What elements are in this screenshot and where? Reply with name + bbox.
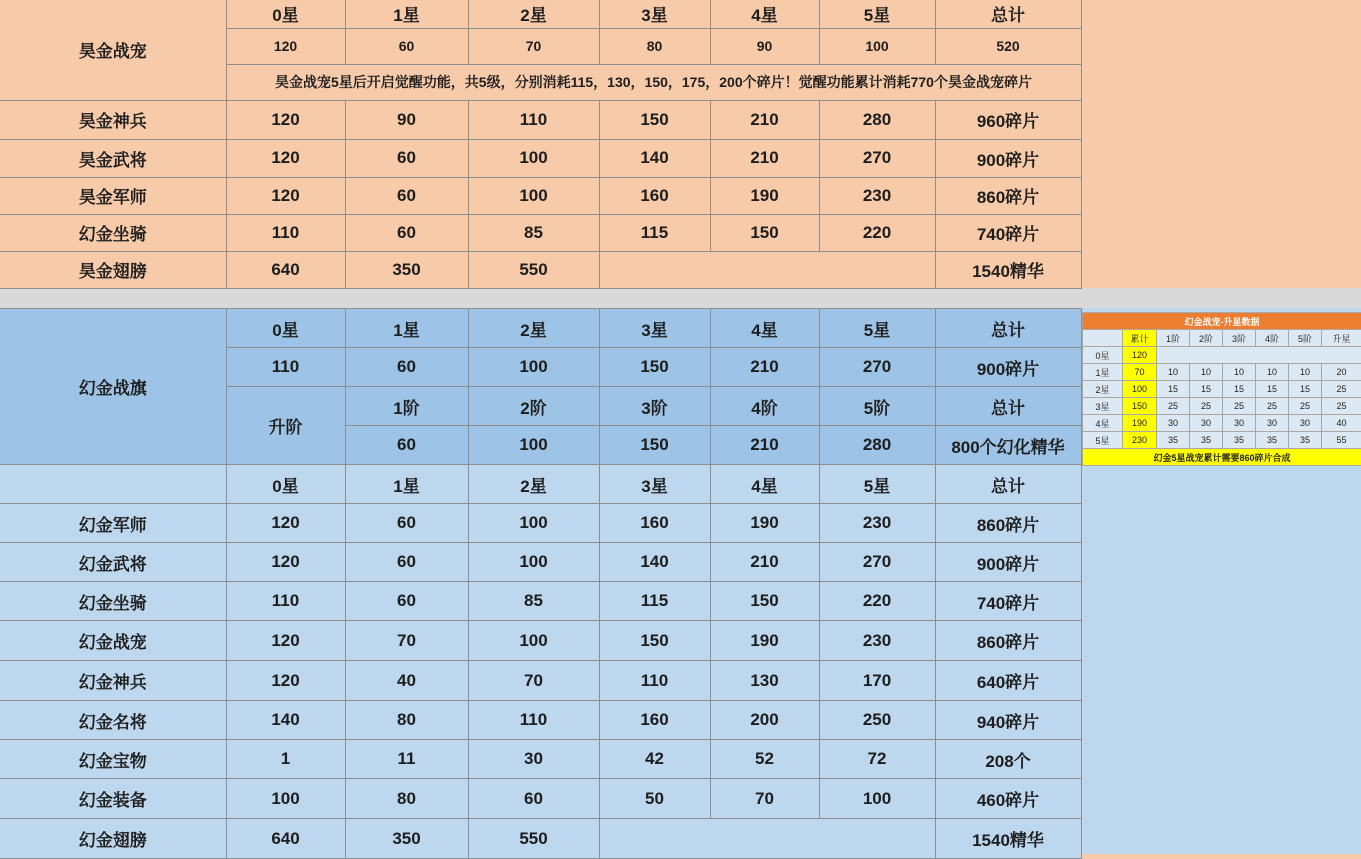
col-header: 4星 bbox=[710, 465, 819, 504]
cell: 800个幻化精华 bbox=[935, 426, 1081, 465]
mini-cell: 30 bbox=[1289, 415, 1322, 432]
row-name: 幻金坐骑 bbox=[0, 582, 226, 621]
cell: 900碎片 bbox=[935, 543, 1081, 582]
cell: 110 bbox=[226, 214, 345, 251]
row-name: 幻金武将 bbox=[0, 543, 226, 582]
mini-cell: 25 bbox=[1322, 381, 1361, 398]
cell: 900碎片 bbox=[935, 139, 1081, 177]
cell: 90 bbox=[345, 100, 468, 139]
row-name: 幻金神兵 bbox=[0, 661, 226, 701]
mini-cell: 10 bbox=[1190, 364, 1223, 381]
mini-cell: 0星 bbox=[1083, 347, 1123, 364]
cell: 740碎片 bbox=[935, 582, 1081, 621]
mini-cell: 190 bbox=[1123, 415, 1157, 432]
cell: 350 bbox=[345, 251, 468, 288]
col-header: 2星 bbox=[468, 0, 599, 28]
row-name: 幻金宝物 bbox=[0, 740, 226, 779]
col-header: 2阶 bbox=[468, 387, 599, 426]
cell: 210 bbox=[710, 139, 819, 177]
mini-star-table bbox=[1082, 312, 1361, 466]
col-header: 2星 bbox=[468, 465, 599, 504]
row-name: 昊金军师 bbox=[0, 177, 226, 214]
cell: 640 bbox=[226, 251, 345, 288]
mini-cell: 70 bbox=[1123, 364, 1157, 381]
mini-cell: 10 bbox=[1289, 364, 1322, 381]
cell: 550 bbox=[468, 251, 599, 288]
cell: 1540精华 bbox=[935, 251, 1081, 288]
cell: 70 bbox=[345, 621, 468, 661]
cell: 140 bbox=[599, 543, 710, 582]
col-header: 3星 bbox=[599, 0, 710, 28]
section-flag bbox=[0, 308, 1082, 465]
mini-cell: 10 bbox=[1223, 364, 1256, 381]
right-blank-peach bbox=[1081, 0, 1361, 288]
cell: 230 bbox=[819, 621, 935, 661]
awakening-note: 昊金战宠5星后开启觉醒功能，共5级，分别消耗115，130，150，175，200个碎片！觉醒功能累计消耗770个昊金战宠碎片 bbox=[226, 64, 1081, 100]
mini-header: 1阶 bbox=[1157, 330, 1190, 347]
cell: 100 bbox=[468, 139, 599, 177]
mini-cell: 35 bbox=[1289, 432, 1322, 449]
cell: 550 bbox=[468, 819, 599, 859]
cell: 208个 bbox=[935, 740, 1081, 779]
mini-cell: 25 bbox=[1190, 398, 1223, 415]
col-header: 1星 bbox=[345, 309, 468, 348]
section-haojin bbox=[0, 0, 1082, 289]
row-name: 昊金翅膀 bbox=[0, 251, 226, 288]
cell: 100 bbox=[226, 779, 345, 819]
mini-cell: 10 bbox=[1256, 364, 1289, 381]
mini-cell: 4星 bbox=[1083, 415, 1123, 432]
cell: 520 bbox=[935, 28, 1081, 64]
cell: 50 bbox=[599, 779, 710, 819]
mini-cell: 3星 bbox=[1083, 398, 1123, 415]
section-gap bbox=[0, 288, 1361, 308]
col-header: 1阶 bbox=[345, 387, 468, 426]
row-name: 幻金军师 bbox=[0, 504, 226, 543]
col-header: 总计 bbox=[935, 387, 1081, 426]
cell: 60 bbox=[345, 214, 468, 251]
col-header: 5星 bbox=[819, 0, 935, 28]
cell: 100 bbox=[468, 621, 599, 661]
cell: 160 bbox=[599, 177, 710, 214]
cell: 150 bbox=[710, 582, 819, 621]
cell: 60 bbox=[345, 426, 468, 465]
cell: 30 bbox=[468, 740, 599, 779]
mini-cell: 20 bbox=[1322, 364, 1361, 381]
mini-cell: 55 bbox=[1322, 432, 1361, 449]
mini-cell: 25 bbox=[1223, 398, 1256, 415]
cell: 85 bbox=[468, 214, 599, 251]
cell: 52 bbox=[710, 740, 819, 779]
col-header: 3星 bbox=[599, 465, 710, 504]
mini-cell: 35 bbox=[1256, 432, 1289, 449]
cell: 940碎片 bbox=[935, 701, 1081, 740]
mini-cell: 15 bbox=[1256, 381, 1289, 398]
cell: 72 bbox=[819, 740, 935, 779]
cell: 60 bbox=[345, 582, 468, 621]
cell: 190 bbox=[710, 504, 819, 543]
mini-cell: 10 bbox=[1157, 364, 1190, 381]
cell: 120 bbox=[226, 543, 345, 582]
mini-cell: 30 bbox=[1157, 415, 1190, 432]
cell: 120 bbox=[226, 28, 345, 64]
mini-header: 2阶 bbox=[1190, 330, 1223, 347]
row-name-flag: 幻金战旗 bbox=[0, 309, 226, 465]
cell: 150 bbox=[710, 214, 819, 251]
cell: 120 bbox=[226, 661, 345, 701]
cell: 60 bbox=[345, 28, 468, 64]
cell: 100 bbox=[819, 28, 935, 64]
cell: 110 bbox=[468, 701, 599, 740]
mini-cell: 30 bbox=[1190, 415, 1223, 432]
cell: 250 bbox=[819, 701, 935, 740]
upgrade-label: 升阶 bbox=[226, 387, 345, 465]
row-name: 昊金武将 bbox=[0, 139, 226, 177]
cell: 140 bbox=[599, 139, 710, 177]
cell: 640碎片 bbox=[935, 661, 1081, 701]
col-header: 4阶 bbox=[710, 387, 819, 426]
mini-cell: 150 bbox=[1123, 398, 1157, 415]
cell: 100 bbox=[468, 177, 599, 214]
empty-cell bbox=[599, 819, 935, 859]
cell: 350 bbox=[345, 819, 468, 859]
cell: 11 bbox=[345, 740, 468, 779]
mini-cell: 35 bbox=[1190, 432, 1223, 449]
cell: 60 bbox=[345, 139, 468, 177]
mini-title: 幻金战宠-升星数据 bbox=[1083, 313, 1361, 330]
mini-header: 升星 bbox=[1322, 330, 1361, 347]
section-huanjin bbox=[0, 464, 1082, 859]
cell: 150 bbox=[599, 426, 710, 465]
cell: 70 bbox=[468, 28, 599, 64]
cell: 70 bbox=[710, 779, 819, 819]
col-header: 0星 bbox=[226, 309, 345, 348]
cell: 60 bbox=[345, 504, 468, 543]
empty-cell bbox=[0, 465, 226, 504]
cell: 110 bbox=[599, 661, 710, 701]
col-header: 总计 bbox=[935, 465, 1081, 504]
cell: 120 bbox=[226, 504, 345, 543]
cell: 140 bbox=[226, 701, 345, 740]
cell: 160 bbox=[599, 504, 710, 543]
cell: 80 bbox=[345, 701, 468, 740]
mini-cell: 15 bbox=[1190, 381, 1223, 398]
cell: 80 bbox=[345, 779, 468, 819]
mini-cell: 120 bbox=[1123, 347, 1157, 364]
cell: 860碎片 bbox=[935, 504, 1081, 543]
cell: 42 bbox=[599, 740, 710, 779]
mini-cell: 35 bbox=[1157, 432, 1190, 449]
col-header: 0星 bbox=[226, 0, 345, 28]
cell: 210 bbox=[710, 543, 819, 582]
cell: 860碎片 bbox=[935, 621, 1081, 661]
cell: 120 bbox=[226, 621, 345, 661]
cell: 150 bbox=[599, 348, 710, 387]
col-header: 5阶 bbox=[819, 387, 935, 426]
cell: 270 bbox=[819, 348, 935, 387]
cell: 60 bbox=[345, 348, 468, 387]
mini-cell: 25 bbox=[1157, 398, 1190, 415]
row-name: 幻金名将 bbox=[0, 701, 226, 740]
mini-header bbox=[1083, 330, 1123, 347]
cell: 860碎片 bbox=[935, 177, 1081, 214]
cell: 70 bbox=[468, 661, 599, 701]
cell: 210 bbox=[710, 426, 819, 465]
cell: 100 bbox=[819, 779, 935, 819]
cell: 740碎片 bbox=[935, 214, 1081, 251]
col-header: 0星 bbox=[226, 465, 345, 504]
cell: 900碎片 bbox=[935, 348, 1081, 387]
mini-cell: 15 bbox=[1223, 381, 1256, 398]
mini-header: 累计 bbox=[1123, 330, 1157, 347]
col-header: 3星 bbox=[599, 309, 710, 348]
cell: 120 bbox=[226, 100, 345, 139]
cell: 60 bbox=[345, 177, 468, 214]
row-name: 幻金装备 bbox=[0, 779, 226, 819]
cell: 210 bbox=[710, 348, 819, 387]
mini-cell: 30 bbox=[1223, 415, 1256, 432]
row-name: 幻金坐骑 bbox=[0, 214, 226, 251]
cell: 190 bbox=[710, 621, 819, 661]
col-header: 4星 bbox=[710, 0, 819, 28]
cell: 85 bbox=[468, 582, 599, 621]
cell: 190 bbox=[710, 177, 819, 214]
col-header: 3阶 bbox=[599, 387, 710, 426]
cell: 270 bbox=[819, 543, 935, 582]
cell: 960碎片 bbox=[935, 100, 1081, 139]
cell: 270 bbox=[819, 139, 935, 177]
cell: 220 bbox=[819, 214, 935, 251]
mini-cell: 30 bbox=[1256, 415, 1289, 432]
cell: 230 bbox=[819, 504, 935, 543]
cell: 110 bbox=[226, 348, 345, 387]
mini-footer: 幻金5星战宠累计需要860碎片合成 bbox=[1083, 449, 1361, 466]
cell: 100 bbox=[468, 426, 599, 465]
col-header: 2星 bbox=[468, 309, 599, 348]
cell: 150 bbox=[599, 621, 710, 661]
mini-cell: 15 bbox=[1157, 381, 1190, 398]
mini-cell: 35 bbox=[1223, 432, 1256, 449]
cell: 200 bbox=[710, 701, 819, 740]
row-name: 昊金神兵 bbox=[0, 100, 226, 139]
col-header: 5星 bbox=[819, 309, 935, 348]
cell: 460碎片 bbox=[935, 779, 1081, 819]
cell: 100 bbox=[468, 348, 599, 387]
col-header: 4星 bbox=[710, 309, 819, 348]
cell: 100 bbox=[468, 543, 599, 582]
col-header: 1星 bbox=[345, 0, 468, 28]
mini-empty bbox=[1157, 347, 1361, 364]
row-name-haojin-pet: 昊金战宠 bbox=[0, 0, 226, 100]
col-header: 总计 bbox=[935, 309, 1081, 348]
col-header: 5星 bbox=[819, 465, 935, 504]
cell: 150 bbox=[599, 100, 710, 139]
mini-cell: 100 bbox=[1123, 381, 1157, 398]
cell: 90 bbox=[710, 28, 819, 64]
cell: 60 bbox=[345, 543, 468, 582]
cell: 1540精华 bbox=[935, 819, 1081, 859]
mini-header: 4阶 bbox=[1256, 330, 1289, 347]
mini-header: 5阶 bbox=[1289, 330, 1322, 347]
cell: 115 bbox=[599, 214, 710, 251]
mini-cell: 15 bbox=[1289, 381, 1322, 398]
row-name: 幻金战宠 bbox=[0, 621, 226, 661]
mini-cell: 5星 bbox=[1083, 432, 1123, 449]
cell: 210 bbox=[710, 100, 819, 139]
mini-header: 3阶 bbox=[1223, 330, 1256, 347]
row-name: 幻金翅膀 bbox=[0, 819, 226, 859]
cell: 60 bbox=[468, 779, 599, 819]
cell: 110 bbox=[468, 100, 599, 139]
mini-cell: 2星 bbox=[1083, 381, 1123, 398]
cell: 115 bbox=[599, 582, 710, 621]
cell: 100 bbox=[468, 504, 599, 543]
cell: 40 bbox=[345, 661, 468, 701]
cell: 110 bbox=[226, 582, 345, 621]
mini-cell: 25 bbox=[1322, 398, 1361, 415]
cell: 230 bbox=[819, 177, 935, 214]
cell: 1 bbox=[226, 740, 345, 779]
cell: 170 bbox=[819, 661, 935, 701]
col-header: 总计 bbox=[935, 0, 1081, 28]
mini-cell: 25 bbox=[1256, 398, 1289, 415]
mini-cell: 25 bbox=[1289, 398, 1322, 415]
cell: 130 bbox=[710, 661, 819, 701]
cell: 280 bbox=[819, 100, 935, 139]
cell: 160 bbox=[599, 701, 710, 740]
mini-cell: 230 bbox=[1123, 432, 1157, 449]
mini-cell: 1星 bbox=[1083, 364, 1123, 381]
cell: 80 bbox=[599, 28, 710, 64]
cell: 120 bbox=[226, 139, 345, 177]
col-header: 1星 bbox=[345, 465, 468, 504]
empty-cell bbox=[599, 251, 935, 288]
cell: 640 bbox=[226, 819, 345, 859]
cell: 220 bbox=[819, 582, 935, 621]
cell: 280 bbox=[819, 426, 935, 465]
mini-cell: 40 bbox=[1322, 415, 1361, 432]
cell: 120 bbox=[226, 177, 345, 214]
